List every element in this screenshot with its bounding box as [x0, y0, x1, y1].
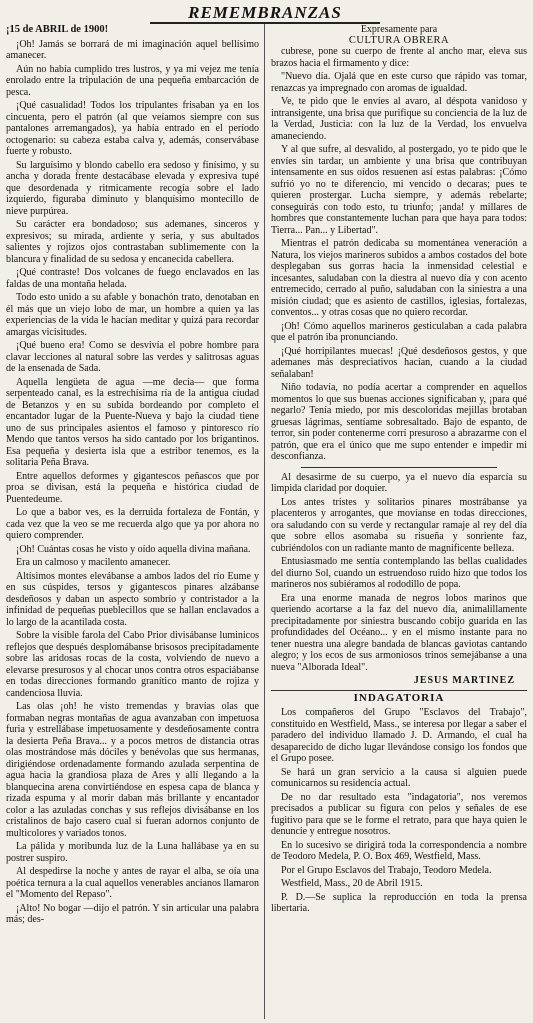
article-paragraph: Al desasirme de su cuerpo, ya el nuevo día esparcía su limpida claridad por doquier.: [271, 471, 527, 494]
dedication-line: Expresamente para: [360, 24, 438, 35]
article-paragraph: Altísimos montes elevábanse a ambos lados del río Eume y en sus cúspides, tersos y gigantescos pinares alzábanse desdeñosos y daban un aspecto sombrío y contristador a la infinidad de pequeñas pueblecillos que se hallan enclavados a lo largo de la acantilada costa.: [6, 570, 259, 628]
article-paragraph: Y al que sufre, al desvalido, al postergado, yo te pido que le envíes sin tardar, un ambiente y una brisa que contribuyan intensamente en sus oídos resuenen así estas palabras: ¡Cómo sufrió yo no te diferencio, mi vencido o decaras; pues te quieren prostergar. Lucha siempre, y además rebelarte; conseguirás con todo esto, tu triunfo; ¡anda! y millares de hombres que constantemente luchan para que haya para todos: Tierra... Pan... y Libertad".: [271, 144, 527, 236]
indagatoria-body: [271, 707, 527, 915]
article-paragraph: Era un calmoso y macilento amanecer.: [16, 557, 171, 568]
column-divider: [264, 24, 265, 1019]
article-paragraph: Aquella lengüeta de agua —me decía— que forma serpenteado canal, es la estrechísima ría de la antigua ciudad de Betanzos y en su subida bordeando por completo el encantador lugar de la Puente-Nueva y bajo la ciudad tiene uno de sus principales asientos el famoso y pintoresco río Mendo que tantos versos ha sido cantado por los brigantinos. Esa pequeña y desierta isla que a estribor tenemos, es la solitaria Peña Brava.: [6, 376, 259, 468]
article-paragraph: Las olas ¡oh! he visto tremendas y bravías olas que formaban negras montañas de agua avanzaban con impetuosa furia y estrellábase impetuosamente y desdeñosamente contra la desierta Peña Brava... y a pocos metros de distancia otras olas mostrándose más dóciles y benévolas que sus hermanas, dirigiéndose ordenadamente formando azulada serpentina de agua hacia la grandiosa plaza de Ares y allí llegando a la blanquecina arena convirtiéndose en espesa capa de blanca y rizada espuma y al morir daban más brillante y encantador color a las azuladas conchas y sus reflejos divisábanse en los cristalinos de bajo casero cual si fueran adornos conjunto de multicolores y variados tonos.: [6, 701, 259, 839]
article-paragraph: ¡Qué contraste! Dos volcanes de fuego enclavados en las faldas de una montaña helada.: [6, 267, 259, 290]
article-paragraph: "Nuevo día. Ojalá que en este curso que rápido vas tomar, renazcas ya impregnado con aromas de igualdad.: [271, 71, 527, 94]
article-paragraph: Sobre la visible farola del Cabo Prior divisábanse luminicos reflejos que después desplomábanse brisosos precipitadamente sobre las aridosas rocas de la costa, volviendo de nuevo a elevarse presurosos y al chocar unos contra otros espaciábanse en todas direcciones formando granítico manto de rojiza y candenciosa lluvia.: [6, 630, 259, 699]
article-paragraph: ¡Oh! Jamás se borrará de mi imaginación aquel bellísimo amanecer.: [6, 38, 259, 61]
notice-paragraph: Se hará un gran servicio a la causa si alguien puede comunicarnos su residencia actual.: [271, 766, 527, 789]
article-paragraph: ¡Qué horripilantes muecas! ¡Qué desdeñosos gestos, y que ademanes más despreciativos hacían, cuando a la ciudad señalaban!: [271, 345, 527, 380]
article-paragraph: ¡Qué bueno era! Como se desvivía el pobre hombre para clavar lecciones al natural sobre las verdes y salitrosas aguas de la ensenada de Sada.: [6, 340, 259, 374]
notice-paragraph: De no dar resultado esta "indagatoria", nos veremos precisados a publicar su figura con pelos y señales de ese fugitivo para que se le forme el retrato, para que haya quien le denuncie y entregue nosotros.: [271, 791, 527, 837]
article-paragraph: Los antes tristes y solitarios pinares mostrábanse ya placenteros y arrogantes, que movíanse en todas direcciones, ora saludando con su verde y rectangular ramaje al rey del día que sobre ellos asomaba su risueña y sonriente faz, cubriéndolos con un radiante manto de magnificente belleza.: [271, 496, 527, 554]
dedication-org: CULTURA OBRERA: [348, 35, 450, 46]
article-paragraph: Aún no había cumplido tres lustros, y ya mi vejez me tenía enrolado entre la tripulación de una pequeña embarcación de pesca.: [6, 63, 259, 98]
article-paragraph: Era una enorme manada de negros lobos marinos que queriendo acortarse a la faz del nuevo día, animalillamente precipitadamente por siniestra buscando cobijo guarida en las profundidades del Océano... y en el mismo instante para no tener nuestra una alegre bandada de blancas gaviotas cantando alegro; y los ecos de sus armoniosos trinos semejábanse a una nueva "Alborada Ideal".: [271, 592, 527, 673]
notice-paragraph: Por el Grupo Esclavos del Trabajo, Teodoro Medela.: [281, 864, 492, 876]
dateline: ¡15 de ABRIL de 1900!: [6, 24, 109, 35]
article-body-continued: [271, 46, 527, 463]
notice-paragraph: Westfield, Mass., 20 de Abril 1915.: [281, 878, 423, 889]
notice-paragraph: En lo sucesivo se dirigirá toda la correspondencia a nombre de Teodoro Medela, P. O. Box 469, Westfield, Mass.: [271, 839, 527, 862]
article-paragraph: La pálida y moribunda luz de la Luna hallábase ya en su postrer suspiro.: [6, 841, 259, 864]
article-paragraph: Al despedirse la noche y antes de rayar el alba, se oía una poética ternura a la cual aquellos venerables ancianos llamaron el "Momento del Repaso".: [6, 866, 259, 900]
article-paragraph: Su carácter era bondadoso; sus ademanes, sinceros y expresivos; su mirada, ardiente y seria, y sus abultados salientes y rojizos ojos contrastaban sublimemente con la blancura y finalidad de su sedosa y encanecida cabellera.: [6, 219, 259, 265]
article-paragraph: Mientras el patrón dedicaba su momentánea veneración a Natura, los viejos marineros subidos a ambos costados del bote desplegaban sus gorras hacia la inmensidad celestial e incesantes, saludaban con la diestra al nuevo día y con acento entremecido, cerrado al puño, saludaban con la siniestra a una misión ciudad; que es asiento de castillos, iglesias, fortalezas, conventos... y otras cosas que no quiero recordar.: [271, 238, 527, 318]
article-paragraph: Ve, te pido que le envíes al avaro, al déspota vanidoso y intransigente, una brisa que purifique su conciencia de la luz de la Verdad, Justicia: con la luz de la Verdad, los envuelva amaneciendo.: [271, 96, 527, 142]
notice-paragraph: Los compañeros del Grupo "Esclavos del Trabajo", constituido en Westfield, Mass., se interesa por llegar a saber el paradero del individuo llamado J. D. Armando, el cual ha desaparecido de dicho lugar llevándose consigo los fondos que el Grupo posee.: [271, 707, 527, 764]
article-paragraph: Niño todavía, no podía acertar a comprender en aquellos momentos lo que sus buenas acciones significaban y, ¡para qué negarlo? Tenía miedo, por mis descoloridas mejillas brotaban gruesas lágrimas, sentíame sobresaltado. Bajo de espanto, de terror, sin poder contenerme corrí presuroso a abrazarme con el patrón, que era el único que me supo entender e impedir mi desconfianza.: [271, 382, 527, 462]
section-rule: [301, 467, 497, 468]
article-paragraph: ¡Oh! Cuántas cosas he visto y oído aquella divina mañana.: [16, 543, 251, 555]
article-paragraph: Entre aquellos deformes y gigantescos peñascos que por proa se divisan, está la pequeña e histórica ciudad de Puentedeume.: [6, 470, 259, 505]
article-body-end: [271, 472, 527, 674]
article-paragraph: ¡Oh! Cómo aquellos marineros gesticulaban a cada palabra que el patrón iba pronunciando.: [271, 320, 527, 343]
masthead-title: REMEMBRANZAS: [150, 4, 380, 24]
author-signature: JESUS MARTINEZ: [413, 675, 515, 686]
right-column: [271, 24, 527, 1019]
article-paragraph: cubrese, pone su cuerpo de frente al ancho mar, eleva sus brazos hacia el firmamento y dice:: [271, 46, 527, 69]
indagatoria-heading: INDAGATORIA: [271, 690, 527, 705]
article-paragraph: ¡Qué casualidad! Todos los tripulantes frisaban ya en los cincuenta, pero el patrón (al que veíamos siempre con sus pantalones arremangados), ya había entrado en el período octogenario: su cabeza estaba calva y, además, conservábase fuerte y robusto.: [6, 100, 259, 157]
article-paragraph: Su larguísimo y blondo cabello era sedoso y finísimo, y su ancha y dorada frente destacábase elevada y expresiva tupé que desordenada y ritmicamente recogía sobre el lado izquierdo, figuraba diminuto y blanquísimo montecillo de nieve purpúrea.: [6, 159, 259, 217]
article-paragraph: Entusiasmado me sentía contemplando las bellas cualidades del diurno Sol, cuando un estruendoso ruido hizo que todos los marineros nos subiéramos al rododillo de popa.: [271, 556, 527, 590]
article-paragraph: Lo que a babor ves, es la derruida fortaleza de Fontán, y cada vez que la veo se me recuerda algo que ya por ahora no quiero comprender.: [6, 507, 259, 541]
notice-paragraph: P. D.—Se suplica la reproducción en toda la prensa libertaria.: [271, 891, 527, 914]
left-column: [6, 24, 259, 1019]
article-paragraph: Todo esto unido a su afable y bonachón trato, denotaban en él más que un viejo lobo de mar, un hombre a quien ya las experiencias de la vida le hacían meditar y quizá para recordar amargas vicisitudes.: [6, 292, 259, 338]
article-paragraph: ¡Alto! No bogar —dijo el patrón. Y sin articular una palabra más; des-: [6, 902, 259, 925]
dedication: [271, 24, 527, 46]
